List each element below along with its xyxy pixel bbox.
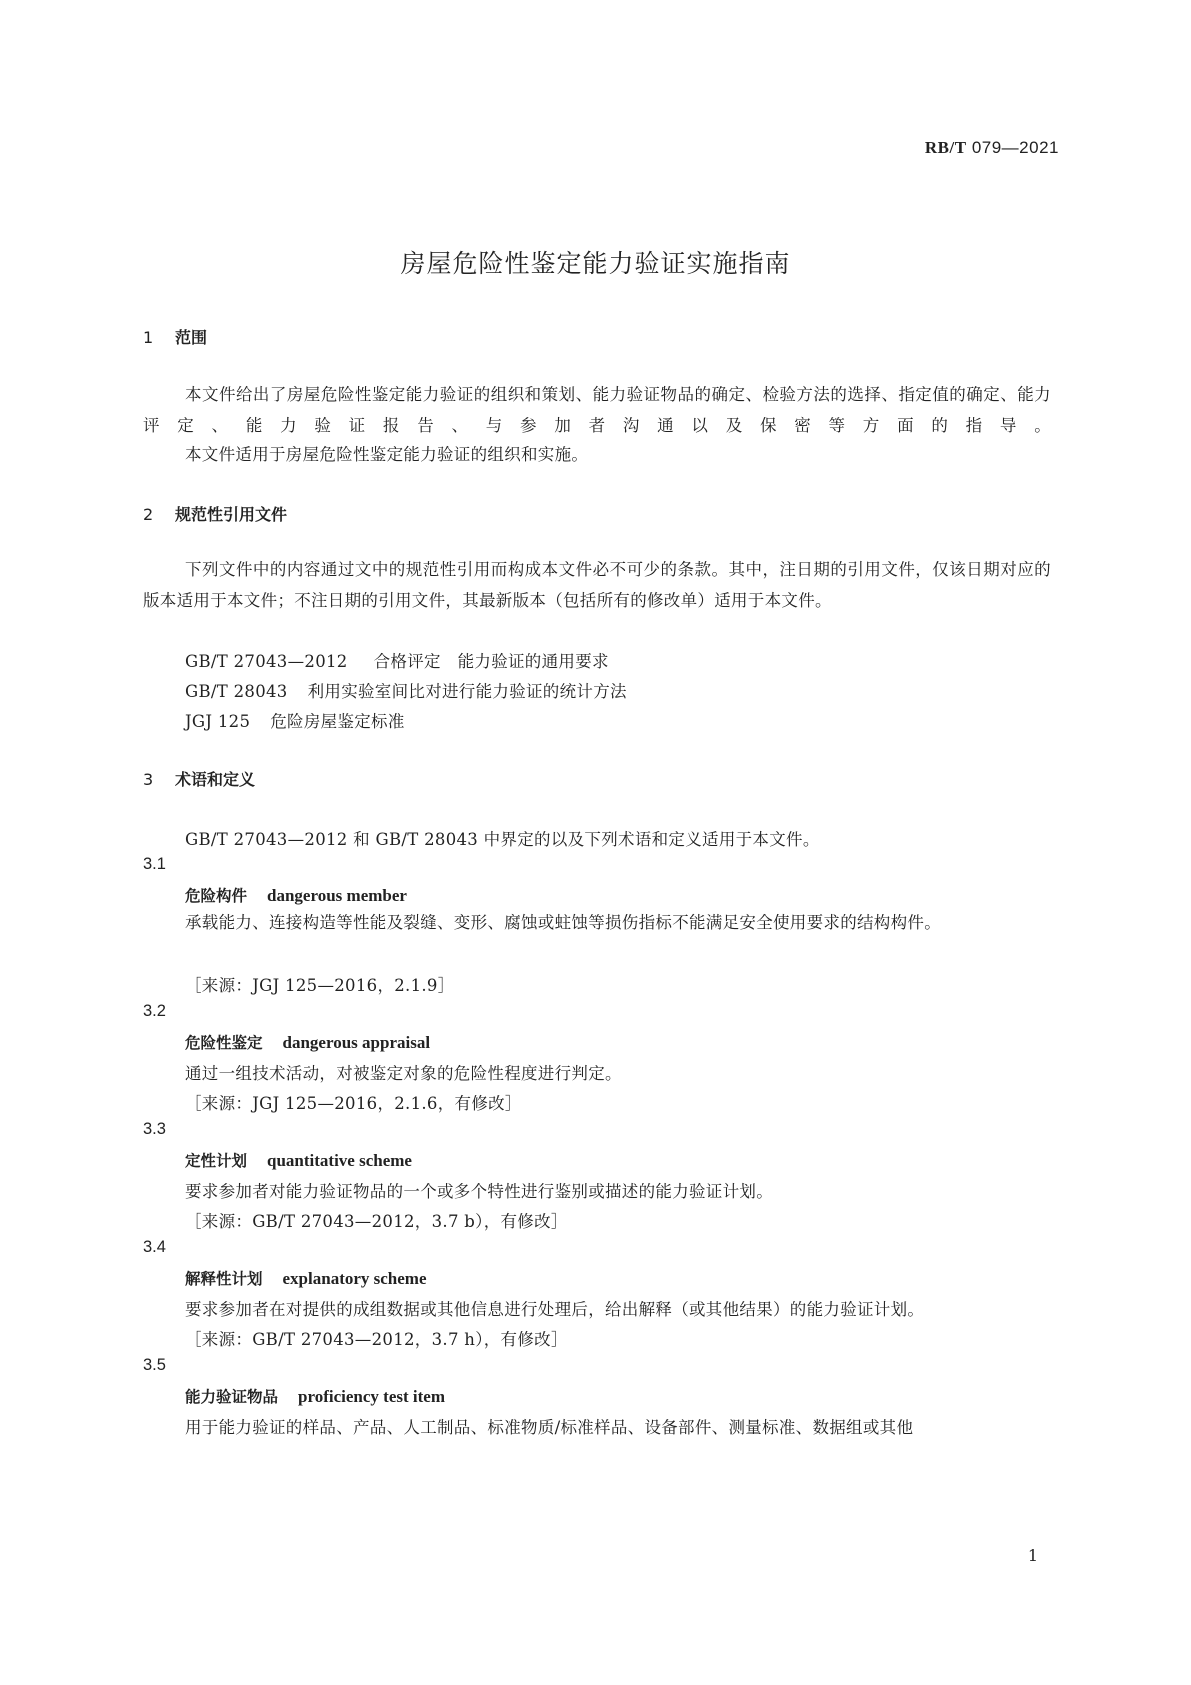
- term-number: 3.1: [143, 855, 166, 873]
- section-2-paragraph-1: 下列文件中的内容通过文中的规范性引用而构成本文件必不可少的条款。其中，注日期的引用文件，仅该日期对应的版本适用于本文件；不注日期的引用文件，其最新版本（包括所有的修改单）适用于本文件。: [143, 560, 1051, 610]
- term-name-en: quantitative scheme: [267, 1151, 412, 1170]
- page-number: 1: [1027, 1546, 1038, 1565]
- reference-item: [185, 678, 627, 702]
- section-number: 1: [143, 328, 154, 347]
- document-code: [925, 138, 1059, 158]
- section-1-paragraph-2: 本文件适用于房屋危险性鉴定能力验证的组织和实施。: [185, 445, 589, 464]
- term-source: ［来源：JGJ 125—2016，2.1.9］: [185, 976, 455, 995]
- document-title: 房屋危险性鉴定能力验证实施指南: [400, 249, 791, 278]
- term-name-en: dangerous member: [267, 886, 407, 905]
- term-number: 3.5: [143, 1356, 166, 1374]
- reference-title: 合格评定 能力验证的通用要求: [373, 652, 609, 671]
- section-title: 规范性引用文件: [175, 505, 288, 524]
- reference-title: 危险房屋鉴定标准: [270, 712, 405, 731]
- term-definition: 承载能力、连接构造等性能及裂缝、变形、腐蚀或蛀蚀等损伤指标不能满足安全使用要求的结构构件。: [185, 913, 941, 932]
- term-name-zh: 能力验证物品: [185, 1388, 279, 1406]
- section-number: 2: [143, 505, 154, 524]
- term-heading: [185, 1149, 412, 1171]
- reference-code: GB/T 28043: [185, 682, 288, 701]
- reference-code: GB/T 27043—2012: [185, 652, 348, 671]
- term-name-en: proficiency test item: [298, 1387, 445, 1406]
- section-1-paragraph-1: 本文件给出了房屋危险性鉴定能力验证的组织和策划、能力验证物品的确定、检验方法的选择、指定值的确定、能力评定、能力验证报告、与参加者沟通以及保密等方面的指导。: [143, 385, 1051, 435]
- term-name-zh: 危险性鉴定: [185, 1034, 263, 1052]
- term-heading: [185, 1385, 445, 1407]
- reference-code: JGJ 125: [185, 712, 251, 731]
- reference-item: [185, 708, 405, 732]
- term-name-en: dangerous appraisal: [282, 1033, 431, 1052]
- reference-item: [185, 648, 609, 672]
- section-3-paragraph-1: GB/T 27043—2012 和 GB/T 28043 中界定的以及下列术语和定义适用于本文件。: [185, 830, 820, 849]
- term-source: ［来源：GB/T 27043—2012，3.7 h），有修改］: [185, 1330, 568, 1349]
- section-title: 术语和定义: [175, 770, 256, 789]
- term-heading: [185, 1031, 430, 1053]
- section-2-heading: [143, 502, 287, 525]
- term-name-zh: 定性计划: [185, 1152, 248, 1170]
- term-name-en: explanatory scheme: [282, 1269, 427, 1288]
- reference-title: 利用实验室间比对进行能力验证的统计方法: [307, 682, 627, 701]
- term-name-zh: 危险构件: [185, 887, 248, 905]
- section-1-heading: [143, 325, 207, 348]
- term-number: 3.2: [143, 1002, 166, 1020]
- term-source: ［来源：JGJ 125—2016，2.1.6，有修改］: [185, 1094, 522, 1113]
- term-name-zh: 解释性计划: [185, 1270, 263, 1288]
- term-source: ［来源：GB/T 27043—2012，3.7 b），有修改］: [185, 1212, 568, 1231]
- term-definition: 通过一组技术活动，对被鉴定对象的危险性程度进行判定。: [185, 1064, 622, 1083]
- term-definition: 要求参加者对能力验证物品的一个或多个特性进行鉴别或描述的能力验证计划。: [185, 1182, 773, 1201]
- term-definition: 用于能力验证的样品、产品、人工制品、标准物质/标准样品、设备部件、测量标准、数据组或其他: [185, 1418, 914, 1437]
- term-number: 3.4: [143, 1238, 166, 1256]
- section-3-heading: [143, 767, 255, 790]
- section-title: 范围: [175, 328, 208, 347]
- term-heading: [185, 1267, 427, 1289]
- document-code-number: 079—2021: [966, 138, 1059, 157]
- document-code-prefix: RB/T: [924, 138, 967, 157]
- term-number: 3.3: [143, 1120, 166, 1138]
- term-definition: 要求参加者在对提供的成组数据或其他信息进行处理后，给出解释（或其他结果）的能力验证计划。: [185, 1300, 925, 1319]
- section-number: 3: [143, 770, 154, 789]
- term-heading: [185, 884, 407, 906]
